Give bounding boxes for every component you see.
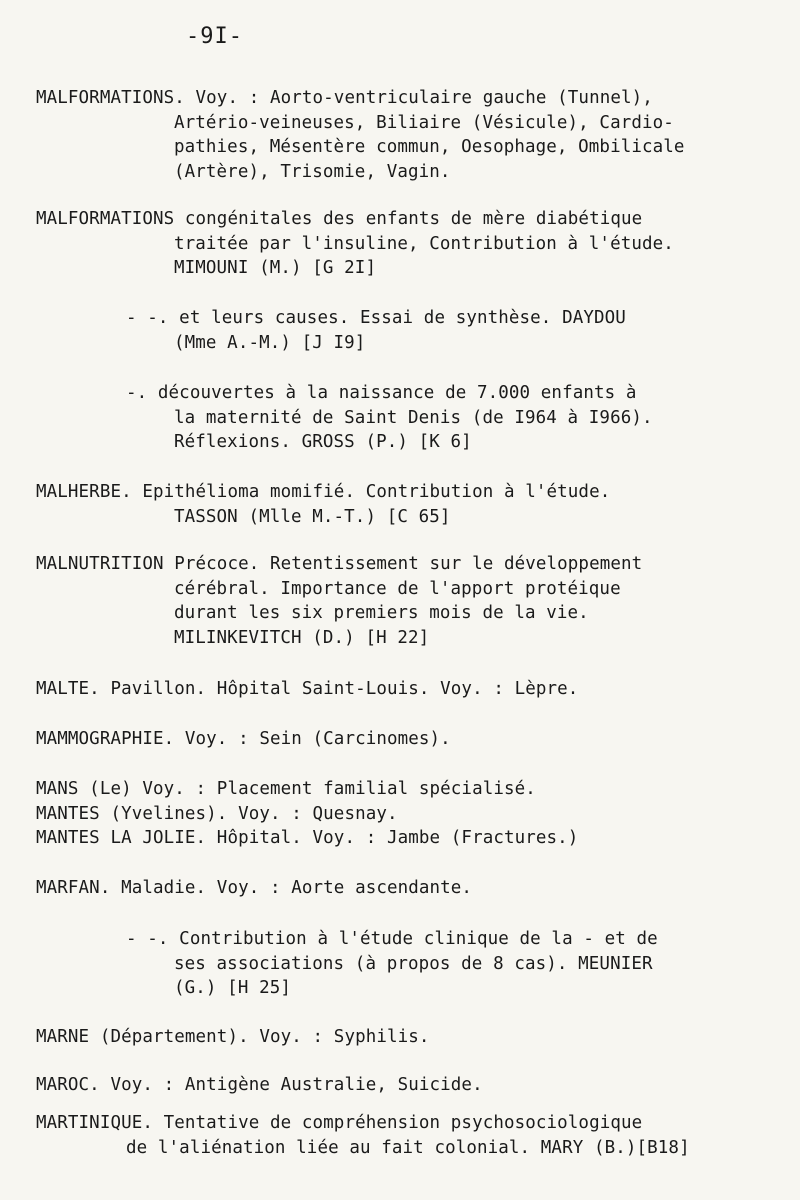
entry-line: MANTES LA JOLIE. Hôpital. Voy. : Jambe (Fractures.) <box>36 828 579 848</box>
entry-line: de l'aliénation liée au fait colonial. MARY (B.)[B18] <box>126 1137 690 1158</box>
entry-line: la maternité de Saint Denis (de I964 à I966). <box>174 407 653 428</box>
entry-line: MILINKEVITCH (D.) [H 22] <box>174 627 430 648</box>
entry-line: MALHERBE. Epithélioma momifié. Contribution à l'étude. <box>36 482 611 502</box>
index-entry-malte <box>36 677 786 702</box>
index-entry-maroc <box>36 1073 786 1098</box>
index-entry-martinique <box>36 1111 786 1160</box>
index-entry-mans-mantes <box>36 777 786 851</box>
index-entry-marfan <box>36 876 786 901</box>
entry-line: (G.) [H 25] <box>174 978 291 998</box>
entry-line: - -. et leurs causes. Essai de synthèse. DAYDOU <box>126 308 626 328</box>
index-entry-malnutrition <box>36 552 786 650</box>
entry-line: Artério-veineuses, Biliaire (Vésicule), Cardio- <box>174 112 674 133</box>
entry-line: MIMOUNI (M.) [G 2I] <box>174 258 377 278</box>
entry-line: MARNE (Département). Voy. : Syphilis. <box>36 1027 430 1047</box>
page-number: -9I- <box>186 24 243 49</box>
index-subentry-causes <box>36 306 786 355</box>
entry-line: TASSON (Mlle M.-T.) [C 65] <box>174 506 451 527</box>
entry-line: cérébral. Importance de l'apport protéique <box>174 578 621 599</box>
entry-line: MALTE. Pavillon. Hôpital Saint-Louis. Voy. : Lèpre. <box>36 679 579 699</box>
entry-line: pathies, Mésentère commun, Oesophage, Ombilicale <box>174 137 685 157</box>
entry-line: ses associations (à propos de 8 cas). MEUNIER <box>174 953 653 974</box>
index-entry-malformations-voy <box>36 86 786 184</box>
entry-line: Réflexions. GROSS (P.) [K 6] <box>174 432 472 452</box>
index-entry-malherbe <box>36 480 786 529</box>
entry-line: MANS (Le) Voy. : Placement familial spécialisé. <box>36 779 536 799</box>
index-entry-marne <box>36 1025 786 1050</box>
entry-line: traitée par l'insuline, Contribution à l'étude. <box>174 233 674 254</box>
entry-line: durant les six premiers mois de la vie. <box>174 603 589 623</box>
entry-line: (Mme A.-M.) [J I9] <box>174 332 366 353</box>
index-entry-malformations-congenitales <box>36 207 786 281</box>
index-subentry-decouvertes <box>36 381 786 455</box>
entry-line: MANTES (Yvelines). Voy. : Quesnay. <box>36 803 398 824</box>
entry-line: MALFORMATIONS congénitales des enfants de mère diabétique <box>36 209 643 229</box>
entry-line: MALFORMATIONS. Voy. : Aorto-ventriculaire gauche (Tunnel), <box>36 88 653 108</box>
entry-line: MAROC. Voy. : Antigène Australie, Suicide. <box>36 1075 483 1095</box>
entry-line: MAMMOGRAPHIE. Voy. : Sein (Carcinomes). <box>36 729 451 749</box>
entry-line: (Artère), Trisomie, Vagin. <box>174 161 451 182</box>
entry-line: MARTINIQUE. Tentative de compréhension psychosociologique <box>36 1113 643 1133</box>
entry-line: MARFAN. Maladie. Voy. : Aorte ascendante. <box>36 878 473 898</box>
index-entry-mammographie <box>36 727 786 752</box>
entry-line: MALNUTRITION Précoce. Retentissement sur le développement <box>36 554 643 574</box>
index-subentry-contribution-marfan <box>36 927 786 1001</box>
entry-line: - -. Contribution à l'étude clinique de la - et de <box>126 929 658 949</box>
entry-line: -. découvertes à la naissance de 7.000 enfants à <box>126 383 637 403</box>
